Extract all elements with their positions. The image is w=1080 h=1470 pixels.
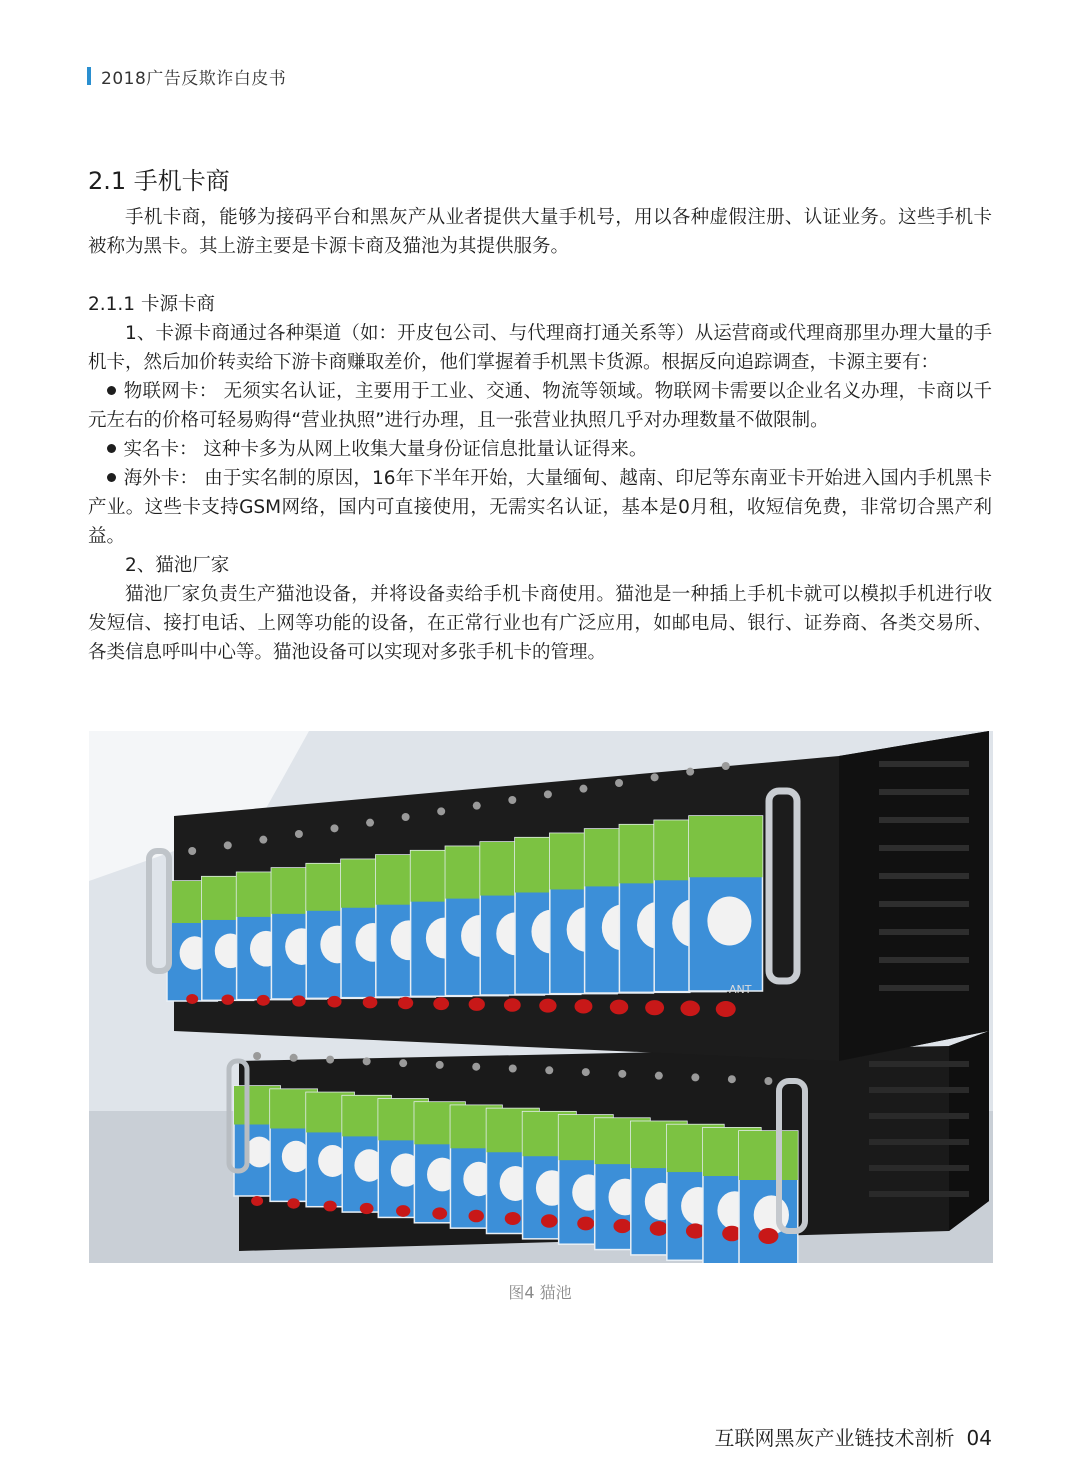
figure-caption: 图4 猫池 bbox=[508, 1283, 572, 1302]
vent-slot bbox=[869, 1113, 969, 1119]
switch-knob bbox=[259, 836, 267, 844]
vent-slot bbox=[869, 1087, 969, 1093]
status-led bbox=[327, 996, 341, 1008]
status-led bbox=[539, 999, 556, 1013]
switch-knob bbox=[253, 1052, 261, 1060]
switch-knob bbox=[728, 1075, 736, 1083]
page-footer bbox=[715, 1422, 992, 1451]
switch-knob bbox=[326, 1056, 334, 1064]
status-led bbox=[505, 1212, 521, 1225]
switch-knob bbox=[722, 762, 730, 770]
status-led bbox=[758, 1228, 778, 1244]
status-led bbox=[504, 998, 521, 1012]
status-led bbox=[650, 1221, 668, 1236]
page-header bbox=[87, 64, 286, 88]
switch-knob bbox=[508, 796, 516, 804]
bullet-dot-icon bbox=[107, 473, 116, 482]
switch-knob bbox=[366, 819, 374, 827]
vent-slot bbox=[869, 1139, 969, 1145]
switch-knob bbox=[363, 1057, 371, 1065]
vent-slot bbox=[879, 817, 969, 823]
status-led bbox=[577, 1217, 594, 1231]
vent-slot bbox=[879, 901, 969, 907]
header-title: 2018广告反欺诈白皮书 bbox=[101, 68, 287, 89]
intro-paragraph: 手机卡商，能够为接码平台和黑灰产从业者提供大量手机号，用以各种虚假注册、认证业务。这些手机卡被称为黑卡。其上游主要是卡源卡商及猫池为其提供服务。 bbox=[88, 207, 992, 257]
switch-knob bbox=[436, 1061, 444, 1069]
vent-slot bbox=[879, 845, 969, 851]
vent-slot bbox=[879, 789, 969, 795]
vent-slot bbox=[879, 761, 969, 767]
switch-knob bbox=[437, 807, 445, 815]
status-led bbox=[433, 997, 449, 1010]
sim-card-stripe bbox=[689, 816, 763, 877]
switch-knob bbox=[399, 1059, 407, 1067]
section-title: 2.1 手机卡商 bbox=[88, 167, 230, 195]
status-led bbox=[645, 1000, 664, 1015]
paragraph-modem-pool-title: 2、猫池厂家 bbox=[125, 555, 230, 576]
switch-knob bbox=[691, 1073, 699, 1081]
switch-knob bbox=[290, 1054, 298, 1062]
page-number: 04 bbox=[966, 1426, 992, 1450]
switch-knob bbox=[188, 847, 196, 855]
status-led bbox=[469, 998, 485, 1011]
status-led bbox=[257, 995, 270, 1006]
subsection-block bbox=[88, 290, 992, 667]
switch-knob bbox=[224, 841, 232, 849]
status-led bbox=[186, 994, 198, 1004]
footer-title: 互联网黑灰产业链技术剖析 bbox=[714, 1426, 955, 1450]
switch-knob bbox=[509, 1065, 517, 1073]
status-led bbox=[398, 997, 413, 1009]
switch-knob bbox=[579, 785, 587, 793]
bullet-item: 实名卡： 这种卡多为从网上收集大量身份证信息批量认证得来。 bbox=[88, 435, 992, 464]
modem-pool-photo bbox=[89, 731, 993, 1263]
vent-slot bbox=[869, 1061, 969, 1067]
modem-pool-illustration bbox=[89, 731, 993, 1263]
status-led bbox=[680, 1001, 699, 1017]
status-led bbox=[292, 995, 306, 1006]
status-led bbox=[541, 1214, 558, 1227]
status-led bbox=[287, 1198, 300, 1208]
subsection-title: 2.1.1 卡源卡商 bbox=[88, 294, 215, 315]
bullet-item: 物联网卡： 无须实名认证，主要用于工业、交通、物流等领域。物联网卡需要以企业名义办理，卡商以千元左右的价格可轻易购得“营业执照”进行办理，且一张营业执照几乎对办理数量不做限制。 bbox=[88, 381, 992, 431]
status-led bbox=[222, 994, 235, 1004]
status-led bbox=[610, 1000, 628, 1015]
bullet-dot-icon bbox=[107, 386, 116, 395]
top-chassis-side bbox=[839, 731, 989, 1061]
status-led bbox=[251, 1196, 263, 1206]
switch-knob bbox=[544, 790, 552, 798]
bullet-dot-icon bbox=[107, 444, 116, 453]
switch-knob bbox=[295, 830, 303, 838]
vent-slot bbox=[879, 873, 969, 879]
sim-card-art bbox=[246, 1137, 274, 1168]
vent-slot bbox=[869, 1191, 969, 1197]
switch-knob bbox=[686, 768, 694, 776]
vent-slot bbox=[879, 957, 969, 963]
header-accent-bar bbox=[87, 67, 91, 85]
switch-knob bbox=[655, 1072, 663, 1080]
status-led bbox=[575, 999, 593, 1013]
switch-knob bbox=[402, 813, 410, 821]
switch-knob bbox=[582, 1068, 590, 1076]
switch-knob bbox=[473, 802, 481, 810]
paragraph-card-source: 1、卡源卡商通过各种渠道（如：开皮包公司、与代理商打通关系等）从运营商或代理商那里办理大量的手机卡，然后加价转卖给下游卡商赚取差价，他们掌握着手机黑卡货源。根据反向追踪调查，卡源主要有： bbox=[88, 323, 992, 373]
status-led bbox=[716, 1001, 736, 1017]
switch-knob bbox=[618, 1070, 626, 1078]
status-led bbox=[686, 1223, 705, 1238]
switch-knob bbox=[615, 779, 623, 787]
status-led bbox=[396, 1205, 410, 1217]
switch-knob bbox=[764, 1077, 772, 1085]
ant-label: ANT bbox=[729, 983, 752, 996]
vent-slot bbox=[879, 985, 969, 991]
status-led bbox=[469, 1210, 484, 1223]
switch-knob bbox=[472, 1063, 480, 1071]
vent-slot bbox=[879, 929, 969, 935]
bullet-item: 海外卡： 由于实名制的原因，16年下半年开始，大量缅甸、越南、印尼等东南亚卡开始进入国内手机黑卡产业。这些卡支持GSM网络，国内可直接使用，无需实名认证，基本是0月租，收短信免费，非常切合黑产利益。 bbox=[88, 468, 992, 547]
switch-knob bbox=[545, 1066, 553, 1074]
sim-card-stripe bbox=[739, 1131, 798, 1180]
status-led bbox=[613, 1219, 631, 1233]
sim-card-art bbox=[707, 897, 751, 946]
status-led bbox=[432, 1207, 447, 1219]
switch-knob bbox=[651, 773, 659, 781]
status-led bbox=[360, 1203, 374, 1214]
status-led bbox=[324, 1201, 337, 1212]
status-led bbox=[363, 996, 378, 1008]
vent-slot bbox=[869, 1165, 969, 1171]
intro-block bbox=[88, 203, 992, 261]
switch-knob bbox=[330, 824, 338, 832]
paragraph-modem-pool: 猫池厂家负责生产猫池设备，并将设备卖给手机卡商使用。猫池是一种插上手机卡就可以模拟手机进行收发短信、接打电话、上网等功能的设备，在正常行业也有广泛应用，如邮电局、银行、证券商、各类交易所、各类信息呼叫中心等。猫池设备可以实现对多张手机卡的管理。 bbox=[88, 584, 992, 663]
